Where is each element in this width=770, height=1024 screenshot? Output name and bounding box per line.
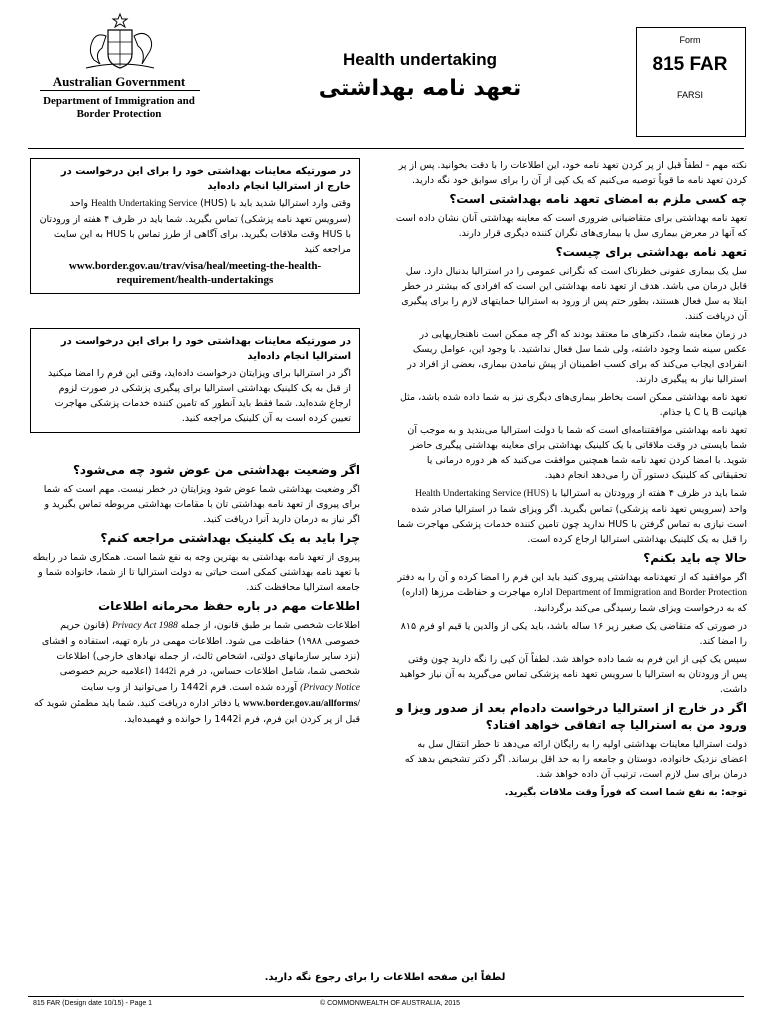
box-applied-inside [30,328,360,433]
heading-after-visa: اگر در خارج از استرالیا درخواست داده‌ام بعد از صدور ویزا و ورود من به استرالیا چه اتفاقی خواهد افتاد؟ [395,701,747,732]
privacy-act-name: Privacy Act 1988 [111,621,178,631]
heading-health-change: اگر وضعیت بهداشتی من عوض شود چه می‌شود؟ [72,463,360,477]
department-name: Department of Immigration and Border Protection [43,95,195,120]
header-divider [40,90,200,91]
coat-of-arms-logo [78,12,162,72]
form-1442i-ref: 1442i [154,667,177,677]
paragraph-free-exam: دولت استرالیا معاینات بهداشتی اولیه را به رایگان ارائه می‌دهد تا خطر انتقال سل به اعضای نزدیک خانواده، دوستان و جامعه را به حد اقل برساند. اگر دکتر تشخیص بدهد که درمان برای سل لازم است، ترتیب آن داده خواهد شد. [404,739,747,780]
hus-url-link[interactable]: www.border.gov.au/trav/visa/heal/meeting-the-health-requirement/health-undertakings [68,260,322,286]
department-name-inline: Department of Immigration and Border Protection [555,588,747,598]
paragraph-tb: سل یک بیماری عفونی خطرناک است که نگرانی عمومی را در استرالیا بدنبال دارد. سل قابل درمان می باشد. هدف از تعهد نامه بهداشتی این است که افرادی که بیشتر در خطر ابتلا به سل فعال هستند، بطور حتم پس از ورود به استرالیا حمایتهای لازم را برای پیگیری آن دریافت کنند. [401,266,747,322]
privacy-notice-name: (Privacy Notice [300,683,360,693]
paragraph-minor: در صورتی که متقاضی یک صغیر زیر ۱۶ ساله باشد، باید یکی از والدین یا قیم او فرم ۸۱۵ را امضا کند. [400,621,747,647]
intro-paragraph: نکته مهم - لطفاً قبل از پر کردن تعهد نامه خود، این اطلاعات را با دقت بخوانید. پس از پر کردن تعهد نامه ما قویاً توصیه می‌کنیم که یک کپی از آن را برای سوابق خود نگه دارید. [398,160,747,186]
box-outside-text: وقتی وارد استرالیا شدید باید با Health Undertaking Service (HUS) واحد (سرویس تعهد نامه پزشکی) تماس بگیرید. شما باید در ظرف ۴ هفته از ورودتان با HUS وقت ملاقات بگیرید. برای آگاهی از طرز تماس با HUS به این سایت مراجعه کنید [39,198,351,255]
title-english: Health undertaking [343,50,497,69]
keep-page-note: لطفاً این صفحه اطلاعات را برای رجوع نگه دارید. [264,972,506,983]
right-column [395,158,747,803]
title-farsi: تعهد نامه بهداشتی [318,76,522,101]
paragraph-who-signs: تعهد نامه بهداشتی برای متقاضیانی ضروری است که معاینه بهداشتی آنان نشان داده است که آنها در معرض بیماری سل یا بیماری‌های نگران کننده دیگری قرار دارند. [395,213,747,239]
box-applied-outside [30,158,360,294]
heading-privacy: اطلاعات مهم در باره حفظ محرمانه اطلاعات [98,599,360,613]
paragraph-contact-hus: شما باید در ظرف ۴ هفته از ورودتان به استرالیا با Health Undertaking Service (HUS) واحد (سرویس تعهد نامه پزشکی) تماس بگیرید. اگر ویزای شما در استرالیا صادر شده است نیازی به تماس گرفتن با HUS ندارید چون تامین کننده خدمات پزشکی مهاجرت شما را قبل به یک کلینیک بهداشتی استرالیا ارجاع کرده است. [397,488,747,545]
paragraph-sign-form: اگر موافقید که از تعهدنامه بهداشتی پیروی کنید باید این فرم را امضا کرده و آن را به دفتر Department of Immigration and Border Protection اداره مهاجرت و حفاظت مرزها (اداره) که به درخواست ویزای شما رسیدگی می‌کند برگردانید. [397,572,747,614]
hus-name-box: Health Undertaking Service [90,199,198,209]
hus-name: Health Undertaking Service (HUS) [415,489,549,499]
allforms-url-link[interactable]: www.border.gov.au/allforms/ [242,699,360,709]
paragraph-note: توجه: به نفع شما است که فوراً وقت ملاقات بگیرید. [504,787,747,798]
paragraph-examination: در زمان معاینه شما، دکترهای ما معتقد بودند که اگر چه ممکن است ناهنجاریهایی در عکس سینه شما وجود داشته، ولی شما سل فعال نداشتید. با وجود این، عوامل ریسک انفرادی ایجاب می‌کند که برای کسب اطمینان از پیش نیامدن بیماری، بعضی از افراد در استرالیا نیاز به پیگیری دارند. [407,329,747,385]
heading-why-clinic: چرا باید به یک کلینیک بهداشتی مراجعه کنم؟ [100,531,360,545]
copyright: © COMMONWEALTH OF AUSTRALIA, 2015 [320,1000,460,1007]
heading-what-now: حالا چه باید بکنم؟ [643,551,747,565]
box-inside-heading: در صورتیکه معاینات بهداشتی خود را برای این درخواست در استرالیا انجام داده‌اید [60,336,351,362]
paragraph-copy: سپس یک کپی از این فرم به شما داده خواهد شد. لطفاً آن کپی را نگه دارید چون وقتی پس از ورودتان به استرالیا با سرویس تعهد نامه پزشکی تماس می‌گیرید به آن نیاز خواهید داشت. [399,654,747,695]
paragraph-other-diseases: تعهد نامه بهداشتی ممکن است بخاطر بیماری‌های دیگری نیز به شما داده شده باشد، مثل هپاتیت B یا C یا جذام. [399,392,747,418]
top-divider [28,148,744,149]
form-language: FARSI [676,90,703,100]
box-inside-text: اگر در استرالیا برای ویزایتان درخواست داده‌اید، وقتی این فرم را امضا میکنید از قبل به یک کلینیک بهداشتی استرالیا برای پیگیری پزشکی در صورت لزوم ارجاع شده‌اید. شما فقط باید آنطور که تامین کننده خدمات پزشکی مهاجرت تعیین کرده است به آن کلینیک مراجعه کنید. [48,368,351,424]
heading-who-signs: چه کسی ملزم به امضای تعهد نامه بهداشتی است؟ [449,192,747,206]
paragraph-privacy: اطلاعات شخصی شما بر طبق قانون، از جمله Privacy Act 1988 (قانون حریم خصوصی ۱۹۸۸) حفاظت می شود. اطلاعات مهمی در باره تهیه، استفاده و افشای (نزد سایر سازمانهای دولتی، اشخاص ثالث، از جمله نهادهای خارجی) اطلاعات شخصی شما، شامل اطلاعات حساس، در فرم 1442i (اعلامیه حریم خصوصی (Privacy Notice آورده شده است. فرم 1442i را می‌توانید از وب سایت www.border.gov.au/allforms/ یا دفاتر اداره دریافت کنید. شما باید مطمئن شوید که قبل از پر کردن این فرم، فرم 1442i را خوانده و فهمیده‌اید. [33,620,360,725]
paragraph-health-change: اگر وضعیت بهداشتی شما عوض شود ویزایتان در خطر نیست. مهم است که شما برای پیروی از تعهد نامه بهداشتی تان با مقامات بهداشتی مربوطه تماس بگیرید و اگر نیاز به درمان دارید آنرا دریافت کنید. [43,484,360,525]
paragraph-why-clinic: پیروی از تعهد نامه بهداشتی به بهترین وجه به نفع شما است. همکاری شما در رابطه با تعهد نامه بهداشتی کمکی است حیاتی به دولت استرالیا تا از شما، خانواده شما و جامعه استرالیا محافظت کند. [32,552,360,593]
design-date: 815 FAR (Design date 10/15) - Page 1 [33,1000,153,1007]
paragraph-agreement: تعهد نامه بهداشتی موافقتنامه‌ای است که شما با دولت استرالیا می‌بندید و به موجب آن شما بایستی در وقت ملاقاتی با یک کلینیک بهداشتی برای معاینه بهداشتی پیگیری حاضر شوید. با امضا کردن تعهد نامه شما همچنین موافقت می‌کنید که هر دوره درمانی یا تحقیقاتی که کلینیک دستور آن را می‌دهد انجام دهید. [407,425,747,481]
government-name: Australian Government [52,74,186,89]
form-label: Form [679,35,701,45]
left-column [30,460,360,730]
box-outside-heading: در صورتیکه معاینات بهداشتی خود را برای این درخواست در خارج از استرالیا انجام داده‌اید [60,166,351,192]
heading-what-for: تعهد نامه بهداشتی برای چیست؟ [555,245,747,259]
form-number: 815 FAR [652,54,728,75]
bottom-divider [28,996,744,997]
